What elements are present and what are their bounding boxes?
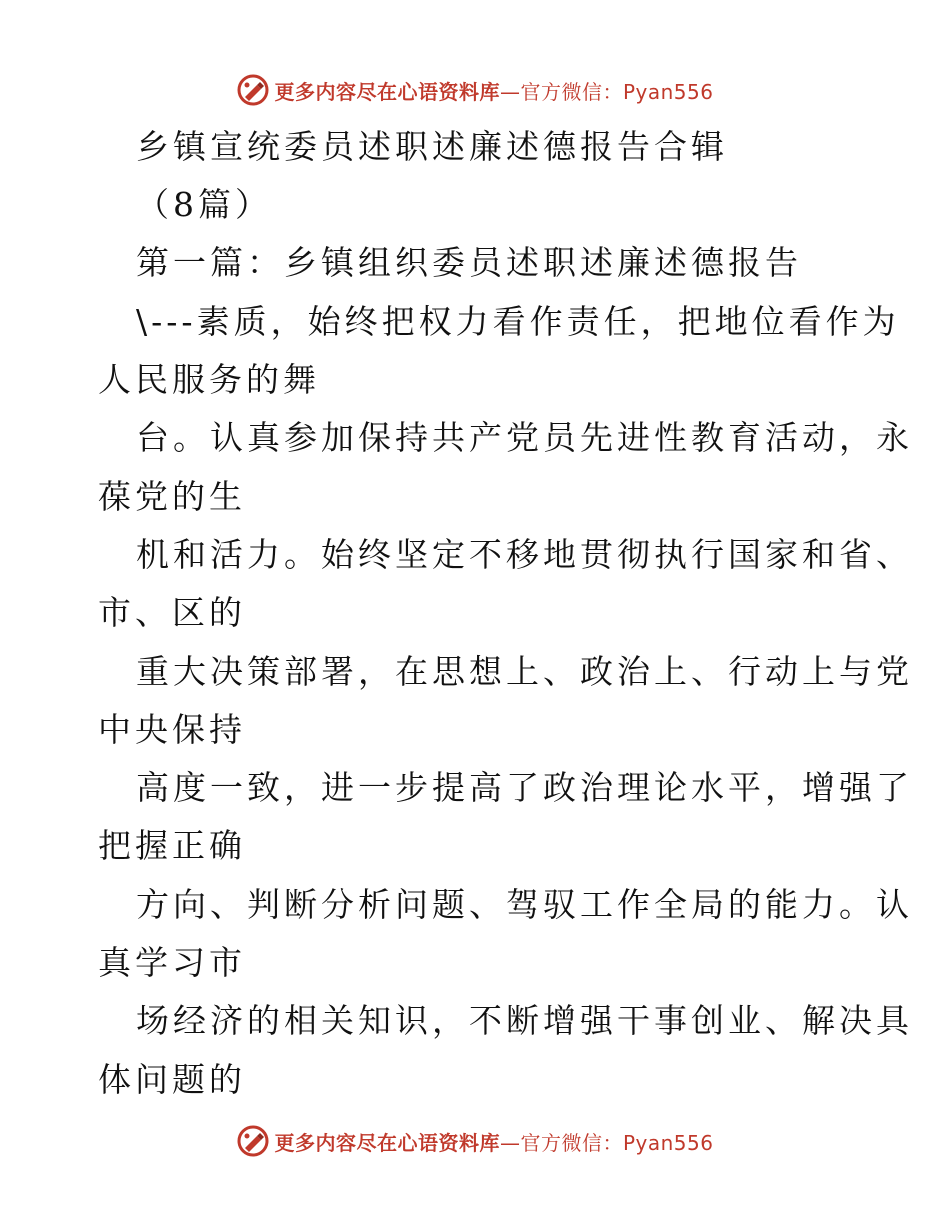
pen-logo-icon [236,73,270,107]
paragraph-line: 市、区的 [98,593,246,632]
watermark-contact: —官方微信：Pyan556 [499,1130,714,1155]
watermark-text: 更多内容尽在心语资料库 [274,1130,500,1155]
paragraph-line: 人民服务的舞 [98,360,320,399]
paragraph-line: 场经济的相关知识，不断增强干事创业、解决具 [136,1001,913,1040]
paragraph-line: 高度一致，进一步提高了政治理论水平，增强了 [136,768,913,807]
pen-logo-icon [236,1124,270,1158]
paragraph-line: 重大决策部署，在思想上、政治上、行动上与党 [136,652,913,691]
watermark-contact: —官方微信：Pyan556 [499,79,714,104]
paragraph-line: 体问题的 [98,1060,246,1099]
document-title-count: （8篇） [136,185,272,224]
paragraph-line: 方向、判断分析问题、驾驭工作全局的能力。认 [136,885,913,924]
paragraph-line: 葆党的生 [98,477,246,516]
watermark-text: 更多内容尽在心语资料库 [274,79,500,104]
paragraph-line: 把握正确 [98,826,246,865]
paragraph-line: 真学习市 [98,943,246,982]
document-title: 乡镇宣统委员述职述廉述德报告合辑 [136,127,728,166]
paragraph-line: 台。认真参加保持共产党员先进性教育活动，永 [136,418,913,457]
paragraph-line: 机和活力。始终坚定不移地贯彻执行国家和省、 [136,535,913,574]
paragraph-line: 中央保持 [98,710,246,749]
footer-watermark [0,1121,950,1161]
section-heading: 第一篇：乡镇组织委员述职述廉述德报告 [136,243,802,282]
header-watermark [0,70,950,110]
paragraph-line: \---素质，始终把权力看作责任，把地位看作为 [136,302,900,341]
